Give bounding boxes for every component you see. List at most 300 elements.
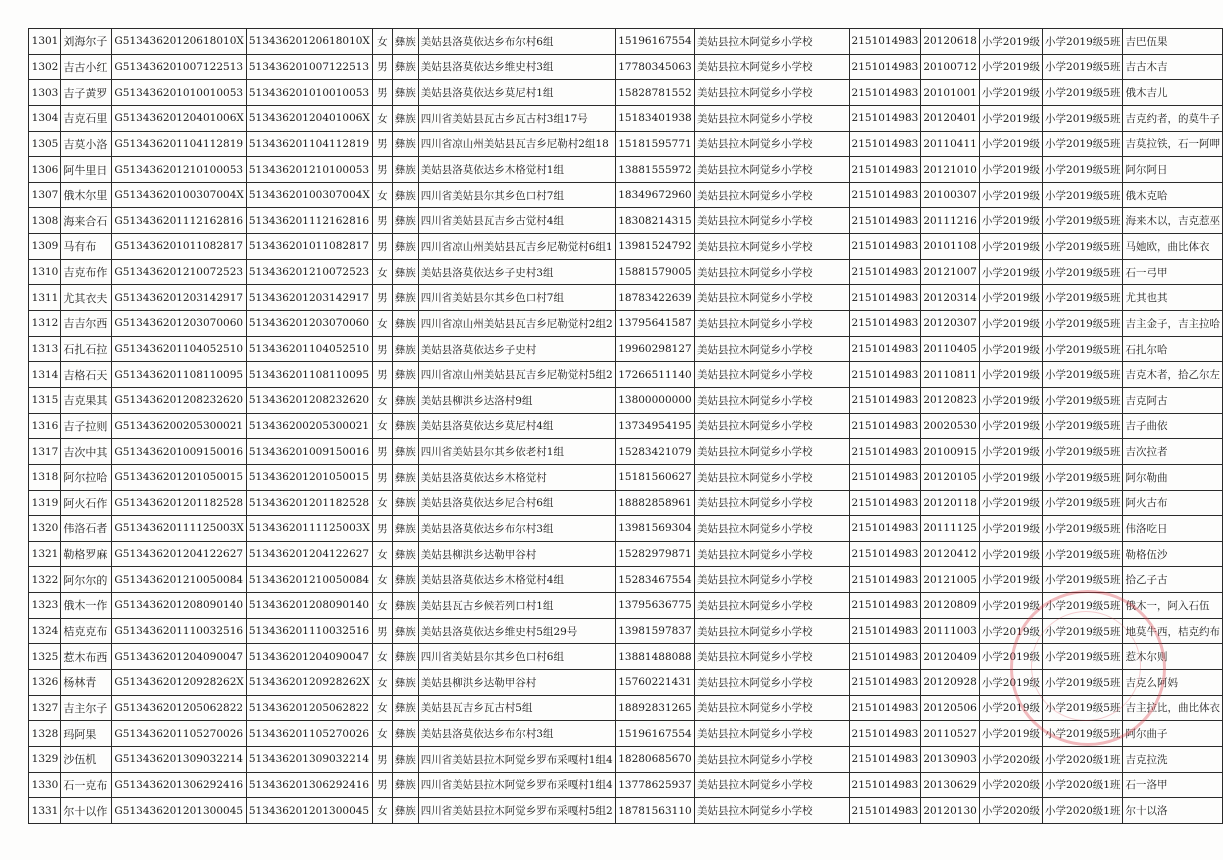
cell-school-code: 2151014983 [849,131,921,157]
cell-row-number: 1319 [29,490,61,516]
cell-student-id: G513436201201300045 [112,798,246,824]
cell-grade: 小学2019级 [979,387,1042,413]
cell-birth-date: 20120314 [921,285,979,311]
cell-row-number: 1306 [29,157,61,183]
cell-ethnicity: 彝族 [392,387,418,413]
cell-grade: 小学2019级 [979,131,1042,157]
cell-class-name: 小学2019级5班 [1043,618,1123,644]
table-row [29,182,1223,208]
cell-school-code: 2151014983 [849,439,921,465]
cell-sex: 男 [372,208,392,234]
cell-school-name: 美姑县拉木阿觉乡小学校 [694,618,849,644]
cell-row-number: 1313 [29,336,61,362]
cell-grade: 小学2019级 [979,541,1042,567]
cell-birth-date: 20111216 [921,208,979,234]
cell-phone-number: 15881579005 [616,259,695,285]
cell-home-address: 四川省美姑县瓦吉乡古觉村4组 [418,208,615,234]
cell-home-address: 四川省美姑县尔其乡色口村7组 [418,182,615,208]
cell-sex: 女 [372,593,392,619]
table-row [29,234,1223,260]
cell-student-id: G513436201010010053 [112,80,246,106]
cell-parent-name: 吉莫拉铁，石一阿呷 [1123,131,1223,157]
cell-parent-name: 吉主金子，吉主拉哈 [1123,311,1223,337]
cell-student-id: G513436200205300021 [112,413,246,439]
cell-class-name: 小学2019级5班 [1043,670,1123,696]
cell-student-id: G513436201210050084 [112,567,246,593]
cell-school-code: 2151014983 [849,541,921,567]
cell-phone-number: 18892831265 [616,695,695,721]
cell-class-name: 小学2019级5班 [1043,541,1123,567]
table-row [29,490,1223,516]
cell-sex: 女 [372,670,392,696]
cell-school-code: 2151014983 [849,670,921,696]
cell-school-code: 2151014983 [849,593,921,619]
cell-grade: 小学2019级 [979,567,1042,593]
cell-parent-name: 阿尔勒曲 [1123,464,1223,490]
cell-id-card-number: 513436201208232620 [246,387,372,413]
cell-class-name: 小学2020级1班 [1043,798,1123,824]
cell-school-name: 美姑县拉木阿觉乡小学校 [694,336,849,362]
cell-grade: 小学2019级 [979,593,1042,619]
cell-birth-date: 20120409 [921,644,979,670]
cell-student-name: 石一克布 [61,772,112,798]
table-row [29,157,1223,183]
cell-student-id: G513436201210100053 [112,157,246,183]
cell-row-number: 1311 [29,285,61,311]
cell-school-code: 2151014983 [849,362,921,388]
table-row [29,695,1223,721]
cell-ethnicity: 彝族 [392,234,418,260]
cell-student-name: 伟洛石者 [61,516,112,542]
cell-phone-number: 18308214315 [616,208,695,234]
cell-home-address: 美姑县洛莫依达乡木格觉村1组 [418,157,615,183]
cell-school-code: 2151014983 [849,644,921,670]
cell-sex: 女 [372,541,392,567]
cell-grade: 小学2019级 [979,644,1042,670]
cell-home-address: 美姑县洛莫依达乡木格觉村 [418,464,615,490]
cell-parent-name: 吉克约者，的莫牛子 [1123,105,1223,131]
cell-grade: 小学2019级 [979,157,1042,183]
cell-sex: 男 [372,234,392,260]
cell-row-number: 1329 [29,746,61,772]
cell-id-card-number: 513436201108110095 [246,362,372,388]
cell-birth-date: 20101108 [921,234,979,260]
cell-id-card-number: 513436201007122513 [246,54,372,80]
cell-ethnicity: 彝族 [392,362,418,388]
cell-home-address: 美姑县柳洪乡达勒甲谷村 [418,541,615,567]
cell-parent-name: 海来木以，吉克惹巫 [1123,208,1223,234]
cell-student-name: 吉克石里 [61,105,112,131]
cell-id-card-number: 513436201204090047 [246,644,372,670]
table-row [29,105,1223,131]
cell-grade: 小学2019级 [979,285,1042,311]
cell-row-number: 1316 [29,413,61,439]
cell-student-id: G51343620100712251​3 [112,54,246,80]
cell-school-name: 美姑县拉木阿觉乡小学校 [694,182,849,208]
cell-school-code: 2151014983 [849,157,921,183]
cell-phone-number: 13734954195 [616,413,695,439]
cell-student-id: G513436201104052510 [112,336,246,362]
cell-ethnicity: 彝族 [392,798,418,824]
table-row [29,362,1223,388]
cell-school-name: 美姑县拉木阿觉乡小学校 [694,208,849,234]
cell-ethnicity: 彝族 [392,567,418,593]
cell-birth-date: 20100712 [921,54,979,80]
cell-home-address: 美姑县洛莫依达乡维史村5组29号 [418,618,615,644]
cell-sex: 女 [372,644,392,670]
cell-school-code: 2151014983 [849,182,921,208]
cell-birth-date: 20110527 [921,721,979,747]
cell-birth-date: 20111003 [921,618,979,644]
cell-class-name: 小学2019级5班 [1043,285,1123,311]
table-row [29,567,1223,593]
cell-ethnicity: 彝族 [392,439,418,465]
cell-parent-name: 伟洛吃日 [1123,516,1223,542]
cell-class-name: 小学2019级5班 [1043,721,1123,747]
cell-student-name: 吉子黄罗 [61,80,112,106]
cell-school-code: 2151014983 [849,798,921,824]
cell-parent-name: 吉次拉者 [1123,439,1223,465]
cell-home-address: 四川省美姑县瓦古乡瓦古村3组17号 [418,105,615,131]
cell-sex: 女 [372,387,392,413]
cell-id-card-number: 513436201210050084 [246,567,372,593]
cell-home-address: 美姑县洛莫依达乡子史村3组 [418,259,615,285]
cell-student-name: 沙伍机 [61,746,112,772]
cell-birth-date: 20120412 [921,541,979,567]
cell-phone-number: 17780345063 [616,54,695,80]
cell-student-name: 吉克果其 [61,387,112,413]
cell-school-code: 2151014983 [849,413,921,439]
cell-school-name: 美姑县拉木阿觉乡小学校 [694,29,849,55]
cell-school-code: 2151014983 [849,80,921,106]
cell-birth-date: 20120809 [921,593,979,619]
cell-row-number: 1317 [29,439,61,465]
cell-school-name: 美姑县拉木阿觉乡小学校 [694,490,849,516]
cell-school-name: 美姑县拉木阿觉乡小学校 [694,464,849,490]
cell-class-name: 小学2019级5班 [1043,105,1123,131]
cell-parent-name: 尔十以洛 [1123,798,1223,824]
table-row [29,618,1223,644]
cell-ethnicity: 彝族 [392,772,418,798]
cell-ethnicity: 彝族 [392,464,418,490]
cell-grade: 小学2019级 [979,29,1042,55]
cell-parent-name: 拾乙子古 [1123,567,1223,593]
cell-student-name: 桔克克布 [61,618,112,644]
cell-home-address: 美姑县瓦吉乡瓦古村5组 [418,695,615,721]
cell-student-id: G513436201204122627 [112,541,246,567]
cell-phone-number: 18783422639 [616,285,695,311]
cell-school-name: 美姑县拉木阿觉乡小学校 [694,234,849,260]
cell-school-name: 美姑县拉木阿觉乡小学校 [694,131,849,157]
cell-student-id: G513436201011082817 [112,234,246,260]
cell-parent-name: 吉克拉洗 [1123,746,1223,772]
cell-birth-date: 20120130 [921,798,979,824]
cell-school-code: 2151014983 [849,695,921,721]
cell-class-name: 小学2019级5班 [1043,208,1123,234]
cell-ethnicity: 彝族 [392,541,418,567]
cell-birth-date: 20121010 [921,157,979,183]
cell-sex: 女 [372,567,392,593]
cell-birth-date: 20130629 [921,772,979,798]
cell-sex: 男 [372,131,392,157]
cell-student-id: G513436201210072523 [112,259,246,285]
cell-sex: 男 [372,746,392,772]
cell-school-code: 2151014983 [849,387,921,413]
cell-school-name: 美姑县拉木阿觉乡小学校 [694,798,849,824]
cell-school-name: 美姑县拉木阿觉乡小学校 [694,695,849,721]
table-row [29,798,1223,824]
cell-birth-date: 20101001 [921,80,979,106]
cell-id-card-number: 51343620120401006X [246,105,372,131]
cell-grade: 小学2019级 [979,618,1042,644]
cell-school-name: 美姑县拉木阿觉乡小学校 [694,516,849,542]
cell-ethnicity: 彝族 [392,721,418,747]
cell-grade: 小学2019级 [979,336,1042,362]
cell-student-name: 阿火石作 [61,490,112,516]
cell-student-name: 尔十以作 [61,798,112,824]
cell-student-name: 俄木一作 [61,593,112,619]
cell-class-name: 小学2019级5班 [1043,567,1123,593]
cell-phone-number: 13981569304 [616,516,695,542]
cell-school-code: 2151014983 [849,772,921,798]
cell-parent-name: 吉主拉比，曲比体衣 [1123,695,1223,721]
cell-school-code: 2151014983 [849,464,921,490]
cell-school-code: 2151014983 [849,721,921,747]
cell-home-address: 美姑县洛莫依达乡子史村 [418,336,615,362]
cell-row-number: 1302 [29,54,61,80]
cell-school-name: 美姑县拉木阿觉乡小学校 [694,721,849,747]
cell-birth-date: 20121007 [921,259,979,285]
cell-grade: 小学2019级 [979,516,1042,542]
cell-parent-name: 吉子曲依 [1123,413,1223,439]
cell-grade: 小学2019级 [979,105,1042,131]
cell-home-address: 美姑县洛莫依达乡布尔村3组 [418,516,615,542]
cell-birth-date: 20100307 [921,182,979,208]
cell-home-address: 四川省凉山州美姑县瓦吉乡尼勒村2组18 [418,131,615,157]
cell-parent-name: 石扎尔哈 [1123,336,1223,362]
cell-id-card-number: 513436201112162816 [246,208,372,234]
cell-parent-name: 阿尔曲子 [1123,721,1223,747]
cell-sex: 男 [372,157,392,183]
cell-class-name: 小学2019级5班 [1043,387,1123,413]
cell-id-card-number: 513436201203142917 [246,285,372,311]
cell-student-id: G51343620120618010X [112,29,246,55]
cell-phone-number: 15181595771 [616,131,695,157]
cell-phone-number: 13795641587 [616,311,695,337]
cell-parent-name: 阿火古布 [1123,490,1223,516]
cell-home-address: 美姑县洛莫依达乡莫尼村1组 [418,80,615,106]
cell-sex: 男 [372,439,392,465]
cell-birth-date: 20120823 [921,387,979,413]
cell-grade: 小学2019级 [979,695,1042,721]
cell-id-card-number: 51343620120618010X [246,29,372,55]
cell-parent-name: 地莫牛西，桔克约布 [1123,618,1223,644]
cell-class-name: 小学2019级5班 [1043,234,1123,260]
cell-ethnicity: 彝族 [392,285,418,311]
cell-school-code: 2151014983 [849,29,921,55]
cell-student-name: 马有布 [61,234,112,260]
cell-sex: 女 [372,695,392,721]
cell-class-name: 小学2019级5班 [1043,157,1123,183]
cell-class-name: 小学2019级5班 [1043,54,1123,80]
table-row [29,439,1223,465]
cell-grade: 小学2019级 [979,413,1042,439]
cell-parent-name: 勒格伍沙 [1123,541,1223,567]
cell-school-code: 2151014983 [849,259,921,285]
cell-ethnicity: 彝族 [392,80,418,106]
cell-id-card-number: 513436201011082817 [246,234,372,260]
cell-phone-number: 18349672960 [616,182,695,208]
cell-id-card-number: 513436201104052510 [246,336,372,362]
cell-home-address: 四川省凉山州美姑县瓦吉乡尼勒觉村5组2 [418,362,615,388]
table-row [29,311,1223,337]
cell-phone-number: 13795636775 [616,593,695,619]
cell-student-id: G51343620120928262X [112,670,246,696]
table-row [29,387,1223,413]
cell-school-code: 2151014983 [849,285,921,311]
table-row [29,29,1223,55]
cell-parent-name: 俄木一，阿入石伍 [1123,593,1223,619]
cell-phone-number: 15760221431 [616,670,695,696]
cell-birth-date: 20020530 [921,413,979,439]
cell-school-code: 2151014983 [849,54,921,80]
cell-parent-name: 俄木克哈 [1123,182,1223,208]
cell-phone-number: 13881488088 [616,644,695,670]
cell-school-code: 2151014983 [849,618,921,644]
table-row [29,746,1223,772]
cell-phone-number: 15183401938 [616,105,695,131]
cell-home-address: 四川省美姑县拉木阿觉乡罗布采嘎村1组4 [418,746,615,772]
cell-sex: 男 [372,54,392,80]
table-row [29,413,1223,439]
cell-home-address: 四川省凉山州美姑县瓦吉乡尼勒觉村6组1 [418,234,615,260]
cell-sex: 女 [372,413,392,439]
cell-student-id: G513436201205062822 [112,695,246,721]
cell-birth-date: 20120506 [921,695,979,721]
cell-phone-number: 17266511140 [616,362,695,388]
cell-row-number: 1331 [29,798,61,824]
cell-class-name: 小学2019级5班 [1043,490,1123,516]
cell-row-number: 1308 [29,208,61,234]
cell-phone-number: 13800000000 [616,387,695,413]
cell-class-name: 小学2019级5班 [1043,182,1123,208]
cell-grade: 小学2019级 [979,311,1042,337]
cell-student-id: G513436201203142917 [112,285,246,311]
cell-parent-name: 吉古木吉 [1123,54,1223,80]
cell-phone-number: 13778625937 [616,772,695,798]
cell-ethnicity: 彝族 [392,670,418,696]
cell-class-name: 小学2019级5班 [1043,593,1123,619]
table-row [29,336,1223,362]
cell-id-card-number: 513436200205300021 [246,413,372,439]
cell-school-code: 2151014983 [849,311,921,337]
cell-school-code: 2151014983 [849,208,921,234]
cell-student-id: G51343620100307004X [112,182,246,208]
cell-school-code: 2151014983 [849,336,921,362]
cell-school-name: 美姑县拉木阿觉乡小学校 [694,80,849,106]
table-row [29,208,1223,234]
cell-school-name: 美姑县拉木阿觉乡小学校 [694,541,849,567]
cell-ethnicity: 彝族 [392,105,418,131]
cell-school-code: 2151014983 [849,746,921,772]
cell-id-card-number: 513436201201050015 [246,464,372,490]
cell-school-name: 美姑县拉木阿觉乡小学校 [694,259,849,285]
cell-student-name: 吉次中其 [61,439,112,465]
cell-ethnicity: 彝族 [392,259,418,285]
cell-parent-name: 俄木吉儿 [1123,80,1223,106]
cell-student-name: 尤其衣夫 [61,285,112,311]
cell-birth-date: 20110411 [921,131,979,157]
cell-student-name: 惹木布西 [61,644,112,670]
cell-parent-name: 吉克木者，拾乙尔左 [1123,362,1223,388]
cell-home-address: 美姑县洛莫依达乡木格觉村4组 [418,567,615,593]
cell-student-id: G513436201306292416 [112,772,246,798]
cell-class-name: 小学2019级5班 [1043,516,1123,542]
cell-id-card-number: 513436201201300045 [246,798,372,824]
cell-ethnicity: 彝族 [392,490,418,516]
cell-school-code: 2151014983 [849,234,921,260]
cell-birth-date: 20120105 [921,464,979,490]
table-row [29,259,1223,285]
cell-grade: 小学2019级 [979,490,1042,516]
cell-student-id: G513436201201182528 [112,490,246,516]
cell-id-card-number: 513436201208090140 [246,593,372,619]
cell-row-number: 1321 [29,541,61,567]
cell-home-address: 四川省凉山州美姑县瓦吉乡尼勒觉村2组2 [418,311,615,337]
cell-parent-name: 惹木尔则 [1123,644,1223,670]
cell-student-id: G513436201208090140 [112,593,246,619]
cell-grade: 小学2019级 [979,670,1042,696]
cell-grade: 小学2020级 [979,798,1042,824]
cell-row-number: 1303 [29,80,61,106]
cell-student-name: 刘海尔子 [61,29,112,55]
cell-grade: 小学2019级 [979,464,1042,490]
table-row [29,593,1223,619]
cell-phone-number: 15828781552 [616,80,695,106]
cell-school-code: 2151014983 [849,516,921,542]
cell-row-number: 1327 [29,695,61,721]
cell-school-name: 美姑县拉木阿觉乡小学校 [694,285,849,311]
cell-phone-number: 13981597837 [616,618,695,644]
cell-id-card-number: 513436201210100053 [246,157,372,183]
cell-phone-number: 15283467554 [616,567,695,593]
cell-class-name: 小学2019级5班 [1043,259,1123,285]
cell-student-id: G513436201204090047 [112,644,246,670]
cell-row-number: 1320 [29,516,61,542]
cell-home-address: 美姑县洛莫依达乡尼合村6组 [418,490,615,516]
table-row [29,80,1223,106]
cell-student-id: G513436201309032214 [112,746,246,772]
cell-student-name: 吉克布作 [61,259,112,285]
cell-row-number: 1314 [29,362,61,388]
cell-phone-number: 15181560627 [616,464,695,490]
cell-student-name: 吉莫小洛 [61,131,112,157]
cell-class-name: 小学2019级5班 [1043,29,1123,55]
cell-class-name: 小学2019级5班 [1043,464,1123,490]
cell-birth-date: 20110811 [921,362,979,388]
cell-ethnicity: 彝族 [392,516,418,542]
cell-birth-date: 20100915 [921,439,979,465]
cell-ethnicity: 彝族 [392,157,418,183]
cell-sex: 女 [372,29,392,55]
cell-grade: 小学2019级 [979,80,1042,106]
cell-birth-date: 20120401 [921,105,979,131]
cell-school-name: 美姑县拉木阿觉乡小学校 [694,772,849,798]
cell-student-name: 石扎石拉 [61,336,112,362]
cell-home-address: 美姑县柳洪乡达勒甲谷村 [418,670,615,696]
cell-student-name: 勒格罗麻 [61,541,112,567]
cell-row-number: 1301 [29,29,61,55]
